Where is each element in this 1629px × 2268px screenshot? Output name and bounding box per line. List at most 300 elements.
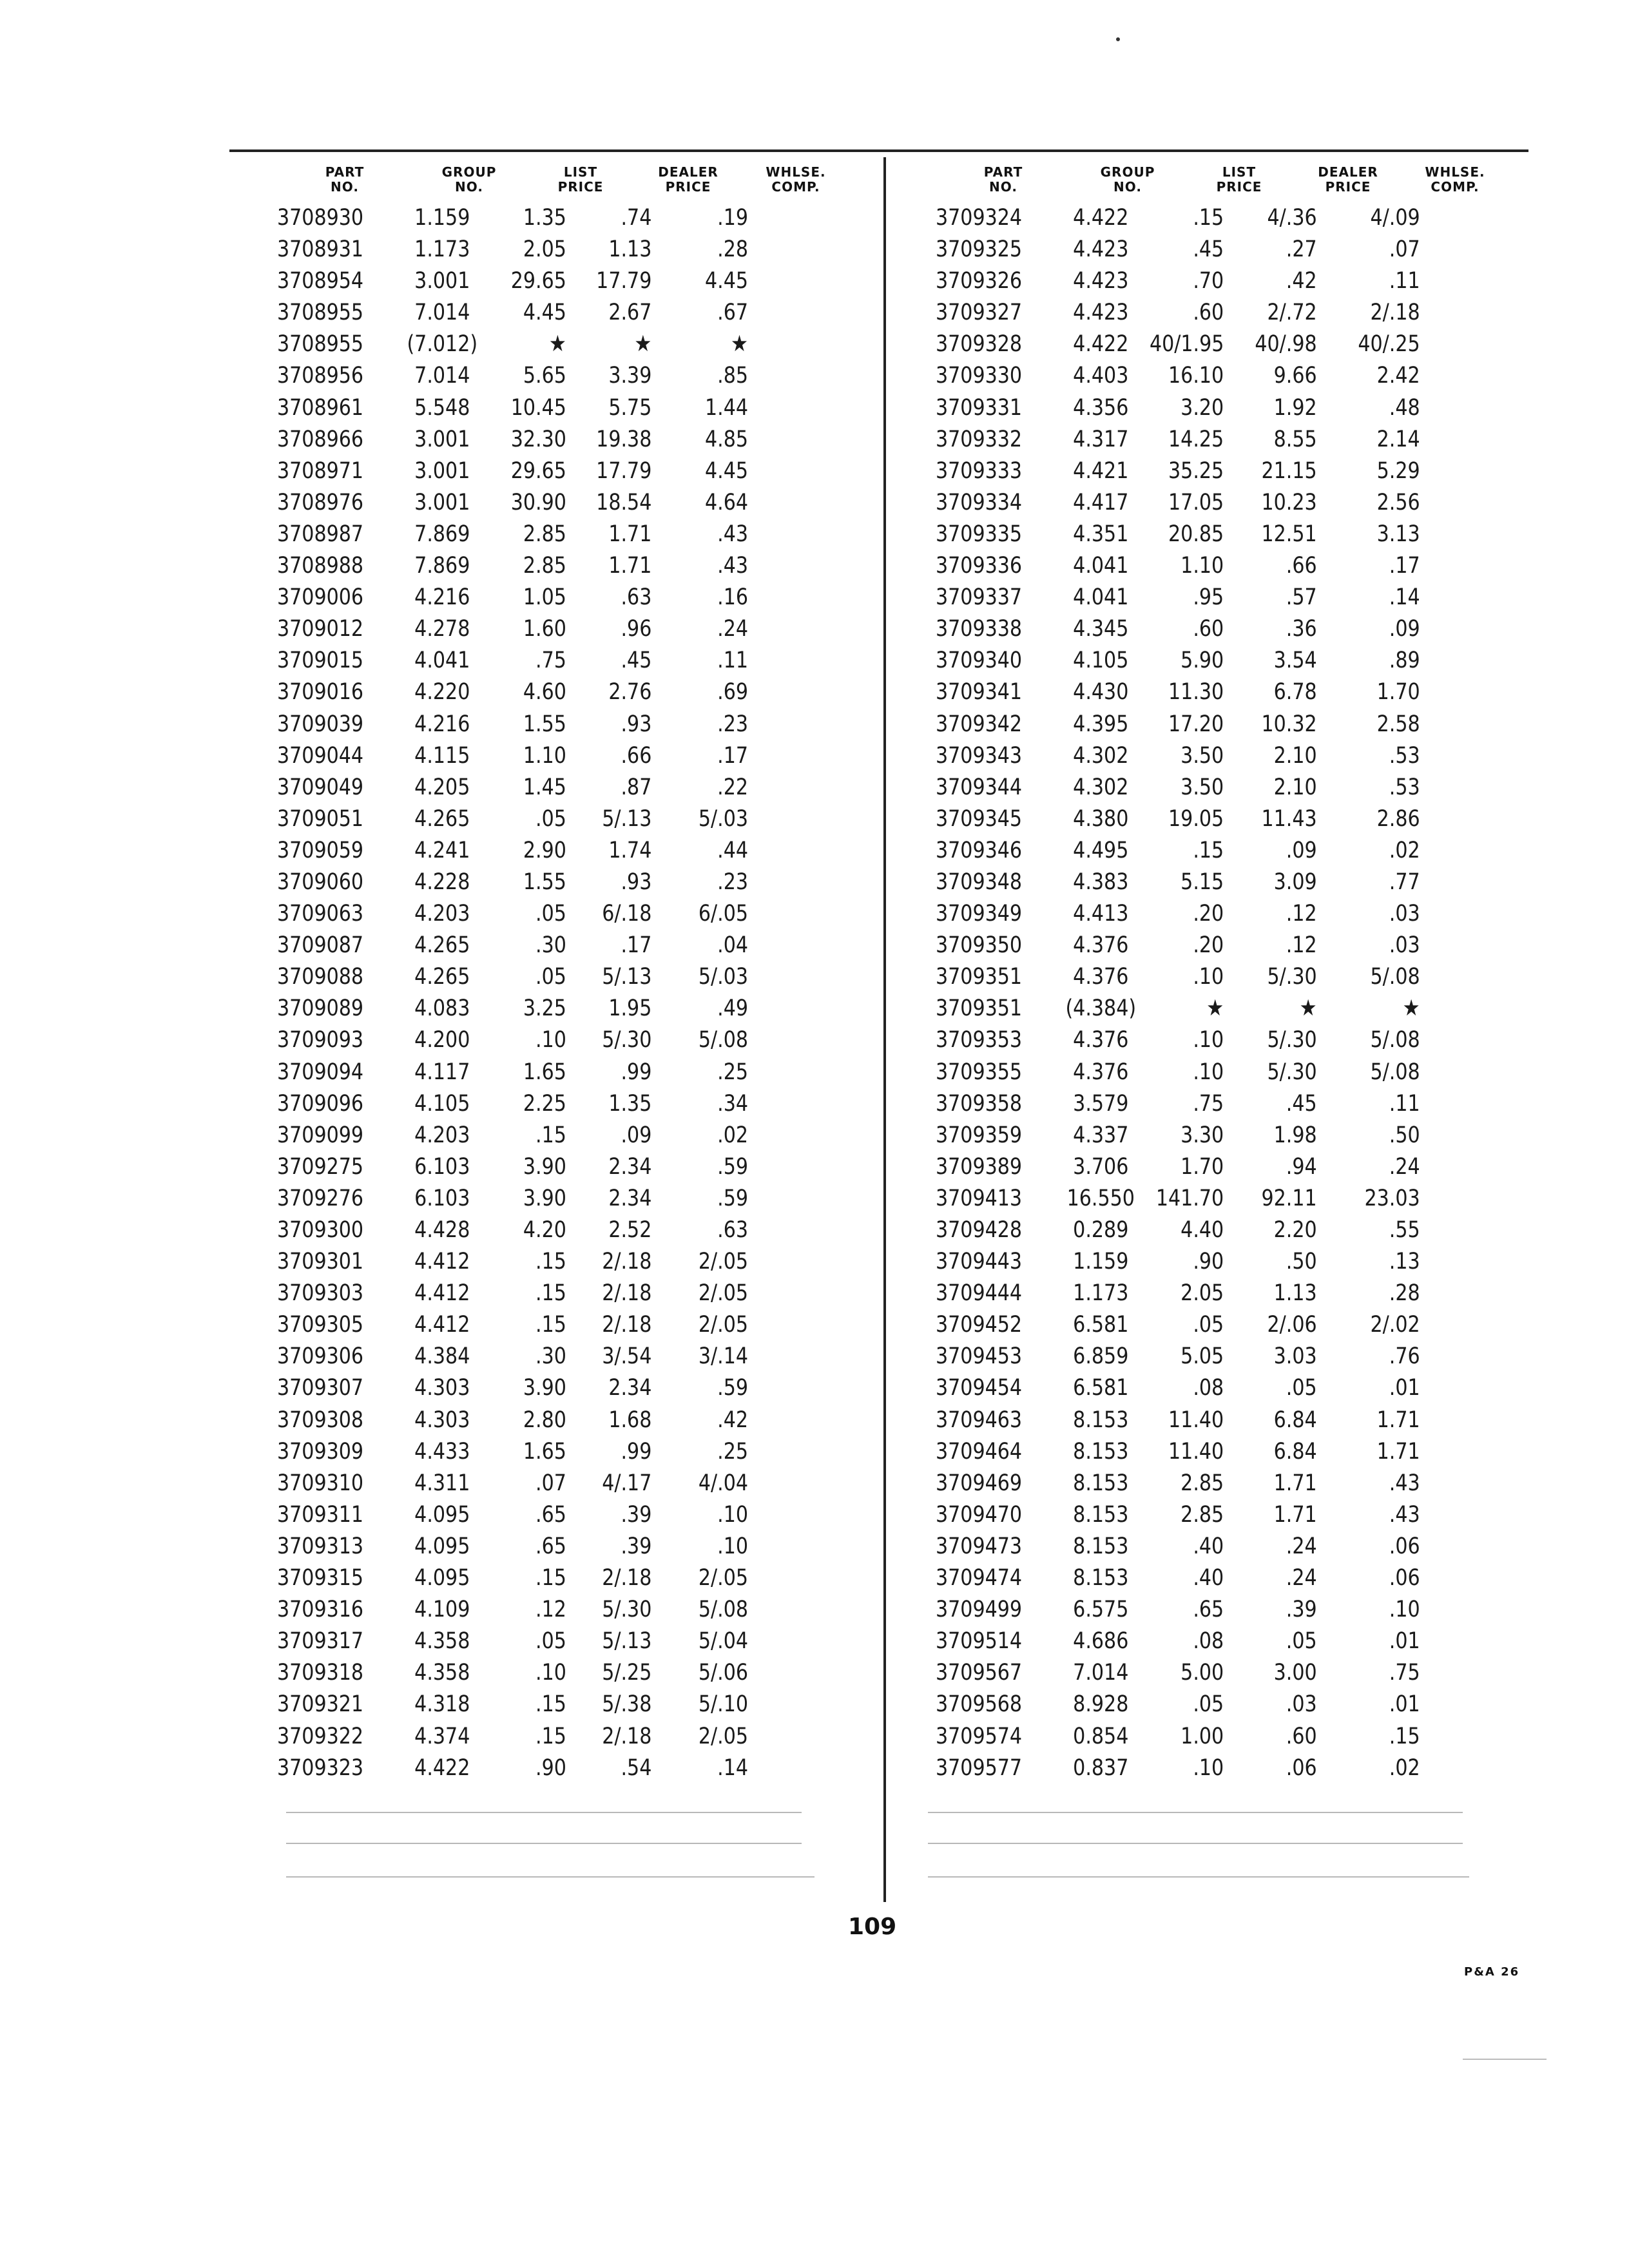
table-row: [277, 1372, 851, 1404]
list-price-cell: .10: [1193, 964, 1224, 990]
whlse-comp-cell: 5/.08: [698, 1597, 748, 1623]
table-row: [936, 1657, 1509, 1689]
group-no-cell: 6.103: [414, 1185, 470, 1211]
list-price-cell: .75: [1193, 1090, 1224, 1117]
list-price-cell: .15: [535, 1691, 566, 1718]
whlse-comp-cell: 2/.05: [698, 1565, 748, 1591]
list-price-cell: .65: [535, 1501, 566, 1528]
table-row: [936, 202, 1509, 234]
whlse-comp-cell: ★: [731, 331, 748, 358]
group-no-cell: 3.001: [414, 457, 470, 484]
dealer-price-cell: 1.95: [608, 995, 652, 1022]
part-no-cell: 3709413: [936, 1185, 1023, 1211]
part-no-cell: 3709343: [936, 742, 1023, 769]
header-part-no: PART NO.: [325, 164, 365, 195]
whlse-comp-cell: .01: [1389, 1691, 1420, 1718]
list-price-cell: .05: [535, 901, 566, 927]
whlse-comp-cell: 2.58: [1376, 711, 1420, 737]
dealer-price-cell: 5/.13: [602, 964, 652, 990]
group-no-cell: 6.581: [1073, 1312, 1129, 1338]
whlse-comp-cell: .43: [717, 521, 748, 547]
part-no-cell: 3709567: [936, 1660, 1023, 1686]
part-no-cell: 3708956: [277, 363, 364, 389]
group-no-cell: 4.200: [414, 1027, 470, 1053]
list-price-cell: 2.25: [523, 1090, 566, 1117]
group-no-cell: 0.837: [1073, 1754, 1129, 1781]
group-no-cell: 4.083: [414, 995, 470, 1022]
dealer-price-cell: 10.23: [1261, 489, 1317, 515]
part-no-cell: 3709353: [936, 1027, 1023, 1053]
list-price-cell: 29.65: [510, 457, 566, 484]
group-no-cell: 4.220: [414, 679, 470, 706]
right-table-body: [936, 202, 1509, 1784]
dealer-price-cell: 3.39: [608, 363, 652, 389]
dealer-price-cell: 4/.36: [1267, 205, 1317, 231]
list-price-cell: 1.70: [1181, 1153, 1224, 1180]
group-no-cell: 4.433: [414, 1438, 470, 1465]
list-price-cell: 11.40: [1168, 1438, 1224, 1465]
dealer-price-cell: .06: [1286, 1754, 1317, 1781]
table-row: [277, 1024, 851, 1056]
part-no-cell: 3709473: [936, 1533, 1023, 1559]
list-price-cell: 10.45: [510, 394, 566, 421]
whlse-comp-cell: .77: [1389, 869, 1420, 895]
part-no-cell: 3709307: [277, 1375, 364, 1401]
table-row: [277, 360, 851, 392]
table-row: [936, 1531, 1509, 1562]
group-no-cell: 6.859: [1073, 1343, 1129, 1370]
list-price-cell: .05: [535, 1628, 566, 1655]
part-no-cell: 3709301: [277, 1249, 364, 1275]
table-row: [936, 1151, 1509, 1183]
whlse-comp-cell: .10: [717, 1501, 748, 1528]
dealer-price-cell: 3/.54: [602, 1343, 652, 1370]
table-row: [936, 1215, 1509, 1246]
whlse-comp-cell: 1.71: [1376, 1407, 1420, 1433]
part-no-cell: 3709344: [936, 774, 1023, 800]
group-no-cell: 4.358: [414, 1628, 470, 1655]
group-no-cell: 4.095: [414, 1501, 470, 1528]
table-row: [277, 1151, 851, 1183]
table-row: [277, 803, 851, 835]
dealer-price-cell: 1.74: [608, 837, 652, 863]
part-no-cell: 3709350: [936, 932, 1023, 959]
group-no-cell: 8.153: [1073, 1565, 1129, 1591]
table-row: [936, 709, 1509, 740]
whlse-comp-cell: .34: [717, 1090, 748, 1117]
dealer-price-cell: 2/.72: [1267, 300, 1317, 326]
table-row: [277, 1721, 851, 1753]
whlse-comp-cell: .16: [717, 584, 748, 611]
group-no-cell: 4.095: [414, 1533, 470, 1559]
list-price-cell: 1.35: [523, 205, 566, 231]
part-no-cell: 3709317: [277, 1628, 364, 1655]
part-no-cell: 3709334: [936, 489, 1023, 515]
group-no-cell: 4.216: [414, 584, 470, 611]
table-row: [277, 613, 851, 645]
group-no-cell: 4.380: [1073, 805, 1129, 832]
dealer-price-cell: 2.67: [608, 300, 652, 326]
dealer-price-cell: .50: [1286, 1249, 1317, 1275]
part-no-cell: 3709051: [277, 805, 364, 832]
list-price-cell: .20: [1193, 901, 1224, 927]
dealer-price-cell: 5/.13: [602, 1628, 652, 1655]
table-row: [277, 930, 851, 961]
dealer-price-cell: .05: [1286, 1628, 1317, 1655]
whlse-comp-cell: .85: [717, 363, 748, 389]
part-no-cell: 3709389: [936, 1153, 1023, 1180]
group-no-cell: 4.345: [1073, 616, 1129, 642]
table-row: [936, 1626, 1509, 1657]
group-no-cell: 4.302: [1073, 774, 1129, 800]
list-price-cell: 141.70: [1155, 1185, 1224, 1211]
dealer-price-cell: .99: [621, 1438, 652, 1465]
table-row: [277, 424, 851, 456]
list-price-cell: 3.50: [1181, 774, 1224, 800]
part-no-cell: 3709308: [277, 1407, 364, 1433]
group-no-cell: (4.384): [1065, 995, 1137, 1022]
dealer-price-cell: 5/.13: [602, 805, 652, 832]
dealer-price-cell: .54: [621, 1754, 652, 1781]
part-no-cell: 3709044: [277, 742, 364, 769]
table-row: [277, 835, 851, 867]
dealer-price-cell: 8.55: [1273, 426, 1317, 452]
whlse-comp-cell: .01: [1389, 1375, 1420, 1401]
group-no-cell: 4.303: [414, 1407, 470, 1433]
table-row: [277, 1594, 851, 1626]
table-row: [277, 456, 851, 487]
dealer-price-cell: .42: [1286, 268, 1317, 294]
dealer-price-cell: 1.68: [608, 1407, 652, 1433]
stray-dot: [1116, 37, 1120, 41]
table-row: [277, 709, 851, 740]
group-no-cell: 4.115: [414, 742, 470, 769]
group-no-cell: 7.014: [414, 363, 470, 389]
table-row: [936, 329, 1509, 360]
whlse-comp-cell: .09: [1389, 616, 1420, 642]
list-price-cell: 1.00: [1181, 1723, 1224, 1749]
dealer-price-cell: .63: [621, 584, 652, 611]
dealer-price-cell: .96: [621, 616, 652, 642]
table-row: [277, 1309, 851, 1341]
dealer-price-cell: 2.20: [1273, 1217, 1317, 1243]
group-no-cell: 4.117: [414, 1059, 470, 1085]
list-price-cell: 5.00: [1181, 1660, 1224, 1686]
group-no-cell: 5.548: [414, 394, 470, 421]
table-row: [936, 835, 1509, 867]
whlse-comp-cell: 2/.05: [698, 1312, 748, 1338]
table-row: [936, 392, 1509, 424]
dealer-price-cell: 18.54: [596, 489, 652, 515]
whlse-comp-cell: 5/.10: [698, 1691, 748, 1718]
left-header-row: [277, 165, 851, 195]
table-row: [936, 1120, 1509, 1151]
dealer-price-cell: .36: [1286, 616, 1317, 642]
list-price-cell: .60: [1193, 616, 1224, 642]
whlse-comp-cell: .69: [717, 679, 748, 706]
table-row: [277, 1183, 851, 1215]
list-price-cell: 11.30: [1168, 679, 1224, 706]
group-no-cell: 1.159: [414, 205, 470, 231]
group-no-cell: 4.109: [414, 1597, 470, 1623]
table-row: [936, 234, 1509, 265]
table-row: [936, 424, 1509, 456]
table-row: [936, 803, 1509, 835]
table-row: [936, 1689, 1509, 1720]
group-no-cell: 4.376: [1073, 1059, 1129, 1085]
whlse-comp-cell: .59: [717, 1153, 748, 1180]
dealer-price-cell: 21.15: [1261, 457, 1317, 484]
group-no-cell: 4.412: [414, 1312, 470, 1338]
whlse-comp-cell: 5/.06: [698, 1660, 748, 1686]
group-no-cell: 4.105: [1073, 648, 1129, 674]
part-no-cell: 3709049: [277, 774, 364, 800]
list-price-cell: .15: [535, 1122, 566, 1148]
whlse-comp-cell: 2.56: [1376, 489, 1420, 515]
dealer-price-cell: 5/.25: [602, 1660, 652, 1686]
whlse-comp-cell: 6/.05: [698, 901, 748, 927]
list-price-cell: .08: [1193, 1375, 1224, 1401]
dealer-price-cell: 3.54: [1273, 648, 1317, 674]
dealer-price-cell: 1.71: [608, 521, 652, 547]
group-no-cell: 4.495: [1073, 837, 1129, 863]
group-no-cell: 0.854: [1073, 1723, 1129, 1749]
dealer-price-cell: .24: [1286, 1565, 1317, 1591]
part-no-cell: 3709306: [277, 1343, 364, 1370]
table-row: [936, 677, 1509, 708]
header-group-no: GROUP NO.: [1100, 164, 1155, 195]
list-price-cell: 1.10: [523, 742, 566, 769]
list-price-cell: .05: [535, 805, 566, 832]
group-no-cell: 4.337: [1073, 1122, 1129, 1148]
list-price-cell: .12: [535, 1597, 566, 1623]
group-no-cell: 7.014: [414, 300, 470, 326]
group-no-cell: 4.376: [1073, 1027, 1129, 1053]
header-group-no: GROUP NO.: [441, 164, 497, 195]
part-no-cell: 3709349: [936, 901, 1023, 927]
group-no-cell: 4.428: [414, 1217, 470, 1243]
header-whlse-comp: WHLSE. COMP.: [1425, 164, 1485, 195]
part-no-cell: 3709063: [277, 901, 364, 927]
table-row: [936, 993, 1509, 1024]
table-row: [277, 234, 851, 265]
list-price-cell: 1.55: [523, 711, 566, 737]
dealer-price-cell: 2.34: [608, 1185, 652, 1211]
table-row: [277, 487, 851, 519]
whlse-comp-cell: .01: [1389, 1628, 1420, 1655]
whlse-comp-cell: .03: [1389, 901, 1420, 927]
group-no-cell: 4.265: [414, 932, 470, 959]
blank-rule: [286, 1876, 815, 1878]
table-row: [277, 1405, 851, 1436]
list-price-cell: .20: [1193, 932, 1224, 959]
list-price-cell: 1.65: [523, 1059, 566, 1085]
list-price-cell: .05: [1193, 1691, 1224, 1718]
whlse-comp-cell: .14: [1389, 584, 1420, 611]
table-row: [277, 1088, 851, 1120]
whlse-comp-cell: 5/.08: [698, 1027, 748, 1053]
group-no-cell: 4.041: [1073, 584, 1129, 611]
dealer-price-cell: 2.76: [608, 679, 652, 706]
whlse-comp-cell: .59: [717, 1375, 748, 1401]
whlse-comp-cell: .06: [1389, 1533, 1420, 1559]
table-row: [277, 519, 851, 550]
whlse-comp-cell: .28: [1389, 1280, 1420, 1307]
table-row: [936, 550, 1509, 582]
list-price-cell: 3.50: [1181, 742, 1224, 769]
whlse-comp-cell: 5/.03: [698, 964, 748, 990]
list-price-cell: .75: [535, 648, 566, 674]
group-no-cell: 4.302: [1073, 742, 1129, 769]
whlse-comp-cell: 4.64: [704, 489, 748, 515]
dealer-price-cell: 3.03: [1273, 1343, 1317, 1370]
part-no-cell: 3709331: [936, 394, 1023, 421]
list-price-cell: .15: [1193, 837, 1224, 863]
part-no-cell: 3709333: [936, 457, 1023, 484]
list-price-cell: 1.45: [523, 774, 566, 800]
list-price-cell: 2.05: [523, 236, 566, 263]
group-no-cell: 7.869: [414, 521, 470, 547]
list-price-cell: .07: [535, 1470, 566, 1496]
whlse-comp-cell: .14: [717, 1754, 748, 1781]
table-row: [936, 645, 1509, 677]
group-no-cell: 4.417: [1073, 489, 1129, 515]
top-rule: [229, 149, 1528, 152]
table-row: [936, 1372, 1509, 1404]
part-no-cell: 3709275: [277, 1153, 364, 1180]
whlse-comp-cell: 4.45: [704, 457, 748, 484]
table-row: [936, 898, 1509, 930]
dealer-price-cell: 4/.17: [602, 1470, 652, 1496]
whlse-comp-cell: .17: [1389, 553, 1420, 579]
group-no-cell: 8.153: [1073, 1501, 1129, 1528]
list-price-cell: 17.05: [1168, 489, 1224, 515]
part-no-cell: 3709006: [277, 584, 364, 611]
list-price-cell: 3.90: [523, 1153, 566, 1180]
table-row: [277, 1499, 851, 1531]
table-row: [936, 519, 1509, 550]
header-whlse-comp: WHLSE. COMP.: [766, 164, 826, 195]
dealer-price-cell: 17.79: [596, 457, 652, 484]
part-no-cell: 3709316: [277, 1597, 364, 1623]
part-no-cell: 3709574: [936, 1723, 1023, 1749]
part-no-cell: 3709330: [936, 363, 1023, 389]
whlse-comp-cell: 4/.04: [698, 1470, 748, 1496]
list-price-cell: .95: [1193, 584, 1224, 611]
table-row: [277, 1626, 851, 1657]
group-no-cell: 4.203: [414, 901, 470, 927]
part-no-cell: 3709358: [936, 1090, 1023, 1117]
group-no-cell: 16.550: [1066, 1185, 1135, 1211]
whlse-comp-cell: .43: [1389, 1470, 1420, 1496]
table-row: [277, 1278, 851, 1309]
dealer-price-cell: .05: [1286, 1375, 1317, 1401]
list-price-cell: .05: [535, 964, 566, 990]
table-row: [277, 1341, 851, 1372]
whlse-comp-cell: .75: [1389, 1660, 1420, 1686]
list-price-cell: 4.60: [523, 679, 566, 706]
part-no-cell: 3709093: [277, 1027, 364, 1053]
group-no-cell: 1.173: [414, 236, 470, 263]
dealer-price-cell: 5/.30: [1267, 1059, 1317, 1085]
group-no-cell: 4.358: [414, 1660, 470, 1686]
table-row: [936, 613, 1509, 645]
dealer-price-cell: 2.34: [608, 1375, 652, 1401]
table-row: [936, 1088, 1509, 1120]
list-price-cell: 5.90: [1181, 648, 1224, 674]
list-price-cell: 19.05: [1168, 805, 1224, 832]
group-no-cell: 8.928: [1073, 1691, 1129, 1718]
list-price-cell: 32.30: [510, 426, 566, 452]
part-no-cell: 3708976: [277, 489, 364, 515]
whlse-comp-cell: .25: [717, 1059, 748, 1085]
header-list-price: LIST PRICE: [557, 164, 604, 195]
group-no-cell: 6.575: [1073, 1597, 1129, 1623]
dealer-price-cell: 92.11: [1261, 1185, 1317, 1211]
part-no-cell: 3709345: [936, 805, 1023, 832]
table-row: [936, 360, 1509, 392]
part-no-cell: 3709321: [277, 1691, 364, 1718]
dealer-price-cell: .66: [1286, 553, 1317, 579]
part-no-cell: 3708971: [277, 457, 364, 484]
dealer-price-cell: .03: [1286, 1691, 1317, 1718]
list-price-cell: 29.65: [510, 268, 566, 294]
group-no-cell: 4.422: [1073, 331, 1129, 358]
dealer-price-cell: 5/.30: [602, 1027, 652, 1053]
list-price-cell: 1.60: [523, 616, 566, 642]
whlse-comp-cell: .04: [717, 932, 748, 959]
whlse-comp-cell: 1.44: [704, 394, 748, 421]
table-row: [277, 772, 851, 803]
whlse-comp-cell: .76: [1389, 1343, 1420, 1370]
part-no-cell: 3709470: [936, 1501, 1023, 1528]
whlse-comp-cell: .53: [1389, 774, 1420, 800]
whlse-comp-cell: .49: [717, 995, 748, 1022]
list-price-cell: .30: [535, 932, 566, 959]
whlse-comp-cell: 2.14: [1376, 426, 1420, 452]
dealer-price-cell: 12.51: [1261, 521, 1317, 547]
table-row: [936, 1499, 1509, 1531]
header-dealer-price: DEALER PRICE: [658, 164, 718, 195]
list-price-cell: 3.20: [1181, 394, 1224, 421]
list-price-cell: 2.05: [1181, 1280, 1224, 1307]
dealer-price-cell: 1.71: [1273, 1501, 1317, 1528]
list-price-cell: .08: [1193, 1628, 1224, 1655]
list-price-cell: .45: [1193, 236, 1224, 263]
table-row: [277, 297, 851, 329]
dealer-price-cell: 2/.18: [602, 1723, 652, 1749]
dealer-price-cell: 5/.30: [1267, 1027, 1317, 1053]
table-row: [936, 867, 1509, 898]
group-no-cell: 3.706: [1073, 1153, 1129, 1180]
group-no-cell: 3.001: [414, 489, 470, 515]
list-price-cell: 40/1.95: [1149, 331, 1224, 358]
dealer-price-cell: 5/.30: [1267, 964, 1317, 990]
list-price-cell: .15: [535, 1249, 566, 1275]
group-no-cell: 4.374: [414, 1723, 470, 1749]
group-no-cell: 0.289: [1073, 1217, 1129, 1243]
part-no-cell: 3709499: [936, 1597, 1023, 1623]
whlse-comp-cell: .11: [1389, 1090, 1420, 1117]
page-code: P&A 26: [1464, 1965, 1520, 1979]
group-no-cell: 4.423: [1073, 300, 1129, 326]
part-no-cell: 3709276: [277, 1185, 364, 1211]
list-price-cell: 1.55: [523, 869, 566, 895]
table-row: [277, 1657, 851, 1689]
group-no-cell: 4.384: [414, 1343, 470, 1370]
part-no-cell: 3709453: [936, 1343, 1023, 1370]
whlse-comp-cell: 2.86: [1376, 805, 1420, 832]
